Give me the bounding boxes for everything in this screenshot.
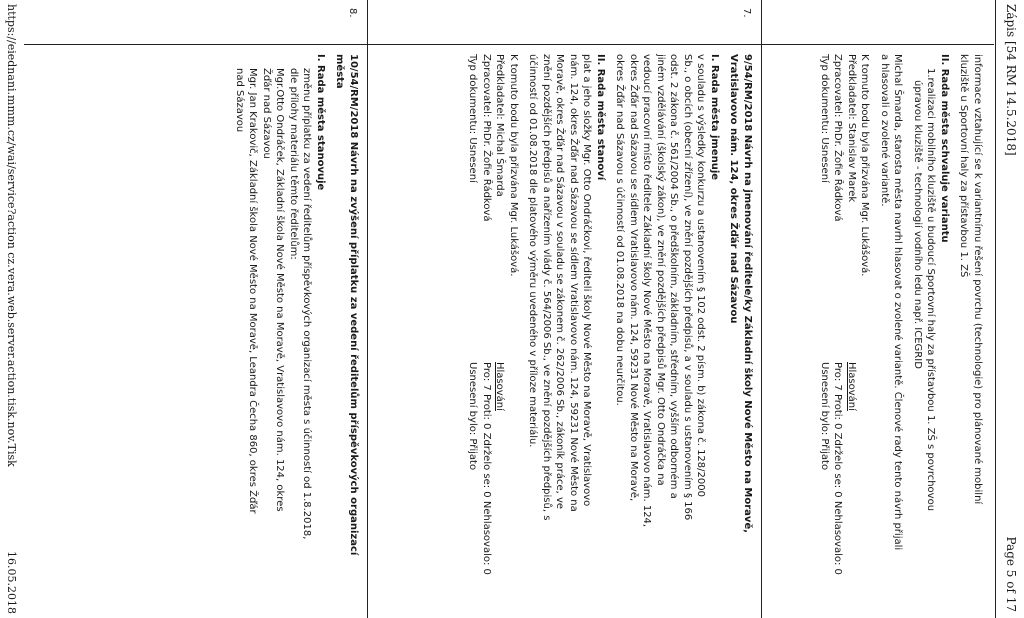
text-line: a hlasovali o zvolené variantě. <box>879 54 890 207</box>
processor: Zpracovatel: PhDr. Žofie Řádková <box>481 54 492 222</box>
text-line: Mgr.Otto Ondráček, Základní škola Nové Město na Moravě, Vratislavovo nám. 124, okres <box>274 68 286 512</box>
proposer: Předkladatel: Stanislav Marek <box>846 54 857 203</box>
item-8-section <box>233 54 361 610</box>
intro-section <box>818 54 985 610</box>
text-line: okres Žďár nad Sázavou se sídlem Vratislavovo nám. 124, 59231 Nové Město na Moravě, <box>628 54 639 502</box>
page-number: Page 5 of 17 <box>1004 536 1018 612</box>
text-line: vedoucí pracovní místo ředitele Základní školy Nové Město na Moravě, Vratislavovo nám. 124, <box>641 54 653 528</box>
section-heading: I. Rada města jmenuje <box>709 54 720 181</box>
text-line: okres Žďár nad Sázavou s účinností od 01.08.2018 na dobu neurčitou. <box>614 54 626 406</box>
text-line: Sb., o obcích (obecní zřízení), ve znění pozdějších předpisů, a v souladu s ustanovením § 166 <box>682 54 693 521</box>
proposer: Předkladatel: Michal Šmarda <box>494 54 506 197</box>
text-line: nad Sázavou <box>234 68 245 133</box>
divider <box>761 0 762 618</box>
text-line: Žďár nad Sázavou <box>261 68 272 159</box>
item-number: 7. <box>741 8 752 18</box>
text-line: nám. 124, okres Žďár nad Sázavou se sídlem Vratislavovo nám. 124, 59231 Nové Město na <box>568 54 579 512</box>
divider <box>367 0 368 618</box>
text-line: plat a jeho složky Mgr. Otto Ondráčkovi, řediteli školy Nové Město na Moravě, Vratislavovo <box>581 54 593 507</box>
text-line: účinností od 01.08.2018 dle platového výměru uvedeného v příloze materiálu. <box>527 54 539 448</box>
text-line: odst. 2 zákona č. 561/2004 Sb., o předškolním, základním, středním, vyšším odborném a <box>668 54 680 499</box>
text-line: kluziště u Sportovní haly za přístavbou 1. ZŠ <box>958 54 970 278</box>
votes: Pro: 7 Proti: 0 Zdrželo se: 0 Nehlasovalo: 0 <box>481 362 492 575</box>
item-title: Vratislavovo nám. 124, okres Žďár nad Sázavou <box>728 54 740 324</box>
votes: Pro: 7 Proti: 0 Zdrželo se: 0 Nehlasovalo: 0 <box>832 362 844 575</box>
section-heading: II. Rada města stanoví <box>595 54 606 181</box>
page-header-title: Zápis [54 RM 14.5.2018] <box>1004 4 1018 156</box>
voting-label: Hlasování <box>494 362 506 411</box>
text-line: jiném vzdělávání (školský zákon), ve znění pozdějších předpisů Mgr. Otto Ondráčka na <box>655 54 666 486</box>
text-line: K tomuto bodu byla přizvána Mgr. Lukášová. <box>859 54 871 277</box>
item-title: města <box>334 54 346 89</box>
text-line: K tomuto bodu byla přizvána Mgr. Lukášová. <box>508 54 519 277</box>
voting-label: Hlasování <box>846 362 857 411</box>
text-line: dle přílohy materiálu těmto ředitelům: <box>288 68 299 260</box>
text-line: znění pozdějších předpisů a nařízením vlády č. 564/2006 Sb., ve znění pozdějších předpisů, s <box>541 54 552 521</box>
item-title: 10/54/RM/2018 Návrh na zvýšení příplatku za vedení ředitelům příspěvkových organizací <box>348 54 359 556</box>
text-line: informace vztahující se k variantnímu řešení povrchu (technologie) pro plánované mobilní <box>972 54 983 505</box>
item-title: 9/54/RM/2018 Návrh na jmenování ředitele/ky Základní školy Nové Město na Moravě, <box>742 54 753 534</box>
divider <box>995 0 996 618</box>
item-number: 8. <box>347 8 358 18</box>
result: Usnesení bylo: Přijato <box>819 362 830 471</box>
section-heading: II. Rada města schvaluje variantu <box>939 54 950 243</box>
text-line: úpravou kluziště - technologií vodního ledu např. ICEGRID <box>912 80 923 369</box>
result: Usnesení bylo: Přijato <box>467 362 479 471</box>
text-line: Michal Šmarda, starosta města navrhl hlasovat o zvolené variantě. Členové rady tento návrh přijali <box>892 54 904 551</box>
text-line: 1.realizaci mobilního kluziště u budoucí Sportovní haly za přístavbou 1. ZŠ s povrchovou <box>925 68 937 512</box>
text-line: změnu příplatku za vedení ředitelům příspěvkových organizací města s účinností od 1.8.2018, <box>301 68 313 540</box>
text-line: Mgr. Jan Krakovič, Základní škola Nové Město na Moravě, Leandra Čecha 860, okres Žďár <box>247 68 259 514</box>
processor: Zpracovatel: PhDr. Žofie Řádková <box>832 54 844 222</box>
item-7-section <box>466 54 754 610</box>
text-line: v souladu s výsledky konkurzu a ustanovením § 102 odst. 2 písm. b) zákona č. 128/2000 <box>695 54 707 497</box>
text-line: Moravě, okres Žďár nad Sázavou v souladu se zákonem č. 262/2006 Sb., zákoník práce, ve <box>554 54 566 510</box>
document-type: Typ dokumentu: Usnesení <box>467 54 479 183</box>
footer-url: https://eiednani.mmm.cz/wai/service?action cz.vera.web.server.action.tisk.nov.Tisk <box>5 4 18 467</box>
number-column-divider <box>24 44 994 45</box>
section-heading: I. Rada města stanovuje <box>315 54 326 191</box>
footer-date: 16.05.2018 <box>5 551 18 614</box>
document-type: Typ dokumentu: Usnesení <box>819 54 830 183</box>
